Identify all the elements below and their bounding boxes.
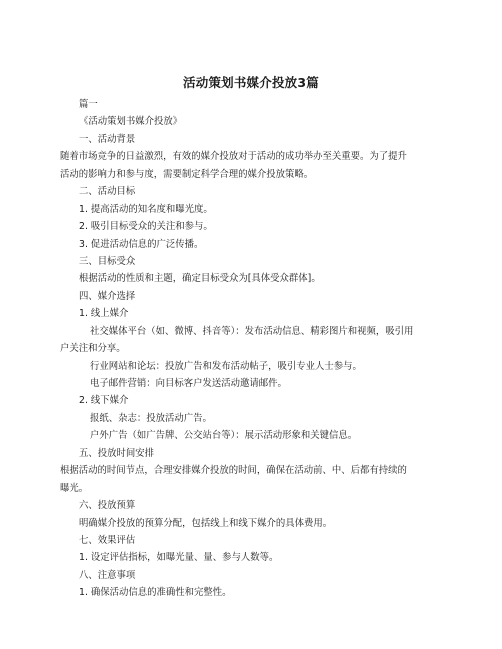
paragraph-line: 明确媒介投放的预算分配，包括线上和线下媒介的具体费用。 [79, 517, 333, 529]
document-title: 活动策划书媒介投放3篇 [183, 75, 319, 90]
list-item: 3. 促进活动信息的广泛传播。 [79, 238, 204, 250]
paragraph-line: 随着市场竞争的日益激烈，有效的媒介投放对于活动的成功举办至关重要。为了提升 [60, 151, 407, 163]
heading-budget: 六、投放预算 [79, 500, 136, 512]
list-item: 2. 吸引目标受众的关注和参与。 [79, 221, 213, 233]
paragraph-line: 电子邮件营销：向目标客户发送活动邀请邮件。 [90, 378, 287, 389]
list-item: 1. 设定评估指标，如曝光量、量、参与人数等。 [79, 552, 279, 564]
paragraph-line: 根据活动的时间节点，合理安排媒介投放的时间，确保在活动前、中、后都有持续的 [60, 465, 407, 477]
heading-evaluation: 七、效果评估 [79, 534, 136, 546]
heading-background: 一、活动背景 [79, 133, 136, 145]
paragraph-line: 户外广告（如广告牌、公交站台等）：展示活动形象和关键信息。 [90, 430, 358, 442]
heading-schedule: 五、投放时间安排 [79, 447, 155, 459]
heading-notes: 八、注意事项 [79, 569, 136, 581]
paragraph-line: 行业网站和论坛：投放广告和发布活动帖子，吸引专业人士参与。 [90, 360, 362, 372]
list-item: 1. 确保活动信息的准确性和完整性。 [79, 587, 232, 599]
document-body [60, 96, 446, 602]
paragraph-line: 根据活动的性质和主题，确定目标受众为[具体受众群体]。 [79, 273, 321, 285]
heading-goals: 二、活动目标 [79, 186, 136, 198]
subtitle: 《活动策划书媒介投放》 [79, 116, 183, 128]
paragraph-line: 报纸、杂志：投放活动广告。 [90, 412, 212, 424]
heading-media-selection: 四、媒介选择 [79, 290, 136, 302]
list-item: 2. 线下媒介 [79, 395, 129, 407]
paragraph-line: 社交媒体平台（如、微博、抖音等）：发布活动信息、精彩图片和视频，吸引用 [90, 325, 414, 337]
section-label: 篇一 [79, 99, 98, 110]
paragraph-line: 活动的影响力和参与度，需要制定科学合理的媒介投放策略。 [60, 168, 314, 180]
heading-audience: 三、目标受众 [79, 255, 136, 267]
list-item: 1. 提高活动的知名度和曝光度。 [79, 203, 213, 215]
list-item: 1. 线上媒介 [79, 308, 129, 320]
paragraph-line: 户关注和分享。 [60, 343, 126, 355]
paragraph-line: 曝光。 [60, 482, 89, 494]
